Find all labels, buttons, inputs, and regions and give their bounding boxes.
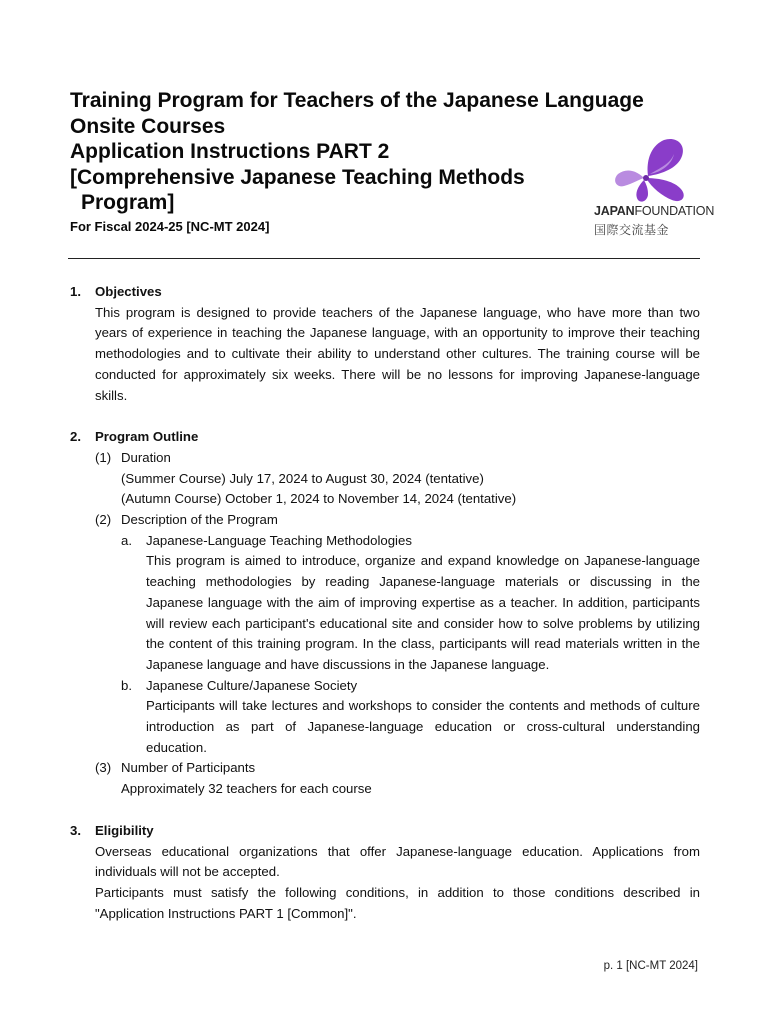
participants-text: Approximately 32 teachers for each course — [121, 781, 372, 797]
section-2-heading: 2. Program Outline — [70, 429, 199, 445]
logo-japanese-text: 国際交流基金 — [594, 223, 670, 237]
fiscal-subtitle: For Fiscal 2024-25 [NC-MT 2024] — [70, 218, 270, 234]
title-line-1: Training Program for Teachers of the Japanese Language — [70, 89, 644, 112]
japan-foundation-logo — [590, 138, 715, 238]
document-body — [70, 282, 700, 924]
title-line-4: [Comprehensive Japanese Teaching Methods — [70, 165, 525, 189]
subitem-a-heading: a. Japanese-Language Teaching Methodologies — [121, 532, 412, 548]
item-duration: (1) Duration — [95, 449, 171, 465]
section-3-text-2: Participants must satisfy the following conditions, in addition to those conditions described in "Application Instructions PART 1 [Common]". — [95, 884, 700, 921]
subitem-b-text: Participants will take lectures and workshops to consider the contents and methods of culture introduction as part of Japanese-language education or cross-cultural understanding education. — [146, 698, 700, 755]
item-participants: (3) Number of Participants — [95, 760, 256, 776]
section-3-heading: 3. Eligibility — [70, 822, 154, 838]
title-line-2: Onsite Courses — [70, 114, 226, 138]
section-1-text: This program is designed to provide teachers of the Japanese language, who have more than two years of experience in teaching the Japanese language, with an opportunity to improve their teaching methodologies and to cultivate their ability to understand other cultures. The training course will be conducted for approximately six weeks. There will be no lessons for improving Japanese-language skills. — [95, 304, 700, 403]
duration-summer: (Summer Course) July 17, 2024 to August 30, 2024 (tentative) — [121, 470, 484, 486]
subitem-b-heading: b. Japanese Culture/Japanese Society — [121, 677, 358, 693]
section-1-heading: 1. Objectives — [70, 284, 162, 299]
title-line-3: Application Instructions PART 2 — [70, 140, 390, 163]
logo-wordmark: JAPANFOUNDATION — [594, 204, 715, 218]
title-line-5: Program] — [81, 191, 175, 214]
header-divider — [68, 258, 700, 259]
item-description: (2) Description of the Program — [95, 512, 278, 528]
subitem-a-text: This program is aimed to introduce, organize and expand knowledge on Japanese-language teaching methodologies by reading Japanese-language materials or discussing in the Japanese language with the aim of improving expertise as a teacher. In addition, participants will review each participant's educational site and consider how to solve problems by utilizing the content of this training program. In the class, participants will read materials written in the Japanese language and have discussions in the Japanese language. — [146, 553, 700, 672]
butterfly-logo-icon — [590, 138, 702, 204]
page-footer: p. 1 [NC-MT 2024] — [603, 960, 698, 972]
section-3-text-1: Overseas educational organizations that offer Japanese-language education. Applications from individuals will not be accepted. — [95, 843, 700, 880]
duration-autumn: (Autumn Course) October 1, 2024 to November 14, 2024 (tentative) — [121, 491, 517, 507]
